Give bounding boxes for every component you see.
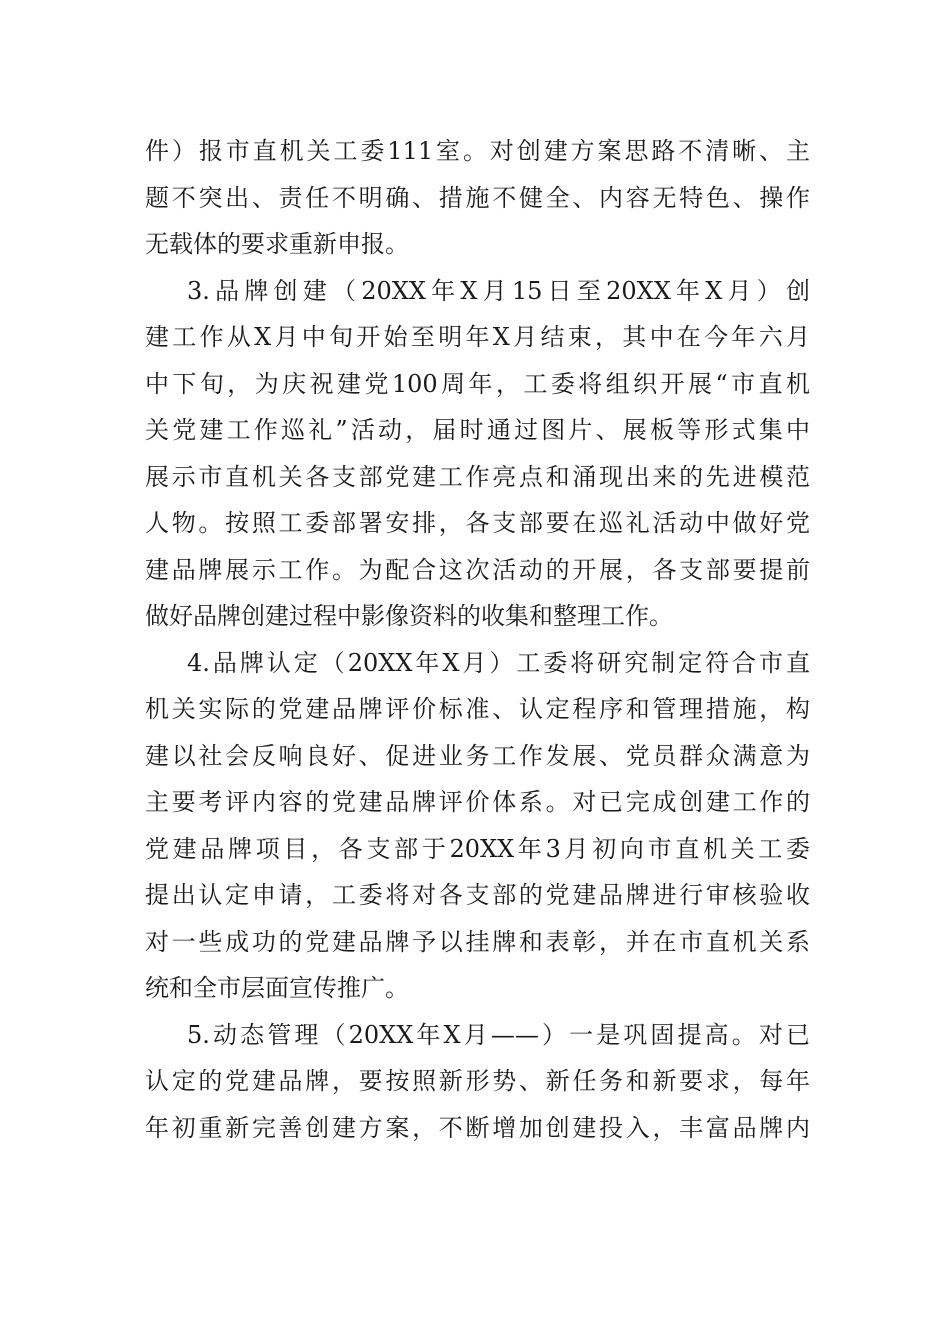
text-line: 无载体的要求重新申报。: [145, 230, 409, 258]
text-line: 党建品牌项目，各支部于20XX年3月初向市直机关工委: [145, 834, 810, 863]
text-line: 提出认定申请，工委将对各支部的党建品牌进行审核验收: [145, 881, 810, 909]
text-line: 主要考评内容的党建品牌评价体系。对已完成创建工作的: [145, 788, 810, 816]
paragraph-brand-creation: [145, 268, 810, 640]
paragraph-brand-certification: [145, 640, 810, 1012]
body-text: [145, 128, 810, 1151]
text-line: 中下旬，为庆祝建党100周年，工委将组织开展“市直机: [145, 369, 810, 398]
text-line: 统和全市层面宣传推广。: [145, 974, 409, 1002]
text-line: 人物。按照工委部署安排，各支部要在巡礼活动中做好党: [145, 509, 810, 537]
paragraph-continuation: [145, 128, 810, 268]
text-line: 5.动态管理（20XX年X月——）一是巩固提高。对已: [187, 1020, 810, 1049]
text-line: 机关实际的党建品牌评价标准、认定程序和管理措施，构: [145, 695, 810, 723]
text-line: 件）报市直机关工委111室。对创建方案思路不清晰、主: [145, 137, 810, 165]
text-line: 建品牌展示工作。为配合这次活动的开展，各支部要提前: [145, 555, 810, 584]
text-line: 4.品牌认定（20XX年X月）工委将研究制定符合市直: [187, 648, 810, 677]
text-line: 对一些成功的党建品牌予以挂牌和表彰，并在市直机关系: [145, 927, 810, 956]
text-line: 年初重新完善创建方案，不断增加创建投入，丰富品牌内: [145, 1113, 810, 1142]
paragraph-dynamic-management: [145, 1012, 810, 1152]
text-line: 题不突出、责任不明确、措施不健全、内容无特色、操作: [145, 183, 810, 212]
text-line: 关党建工作巡礼”活动，届时通过图片、展板等形式集中: [145, 416, 810, 444]
text-line: 建以社会反响良好、促进业务工作发展、党员群众满意为: [145, 741, 810, 770]
text-line: 认定的党建品牌，要按照新形势、新任务和新要求，每年: [145, 1067, 810, 1095]
text-line: 做好品牌创建过程中影像资料的收集和整理工作。: [145, 602, 673, 630]
text-line: 展示市直机关各支部党建工作亮点和涌现出来的先进模范: [145, 462, 810, 491]
text-line: 3.品牌创建（20XX年X月15日至20XX年X月）创: [187, 276, 810, 305]
text-line: 建工作从X月中旬开始至明年X月结束，其中在今年六月: [145, 323, 810, 351]
